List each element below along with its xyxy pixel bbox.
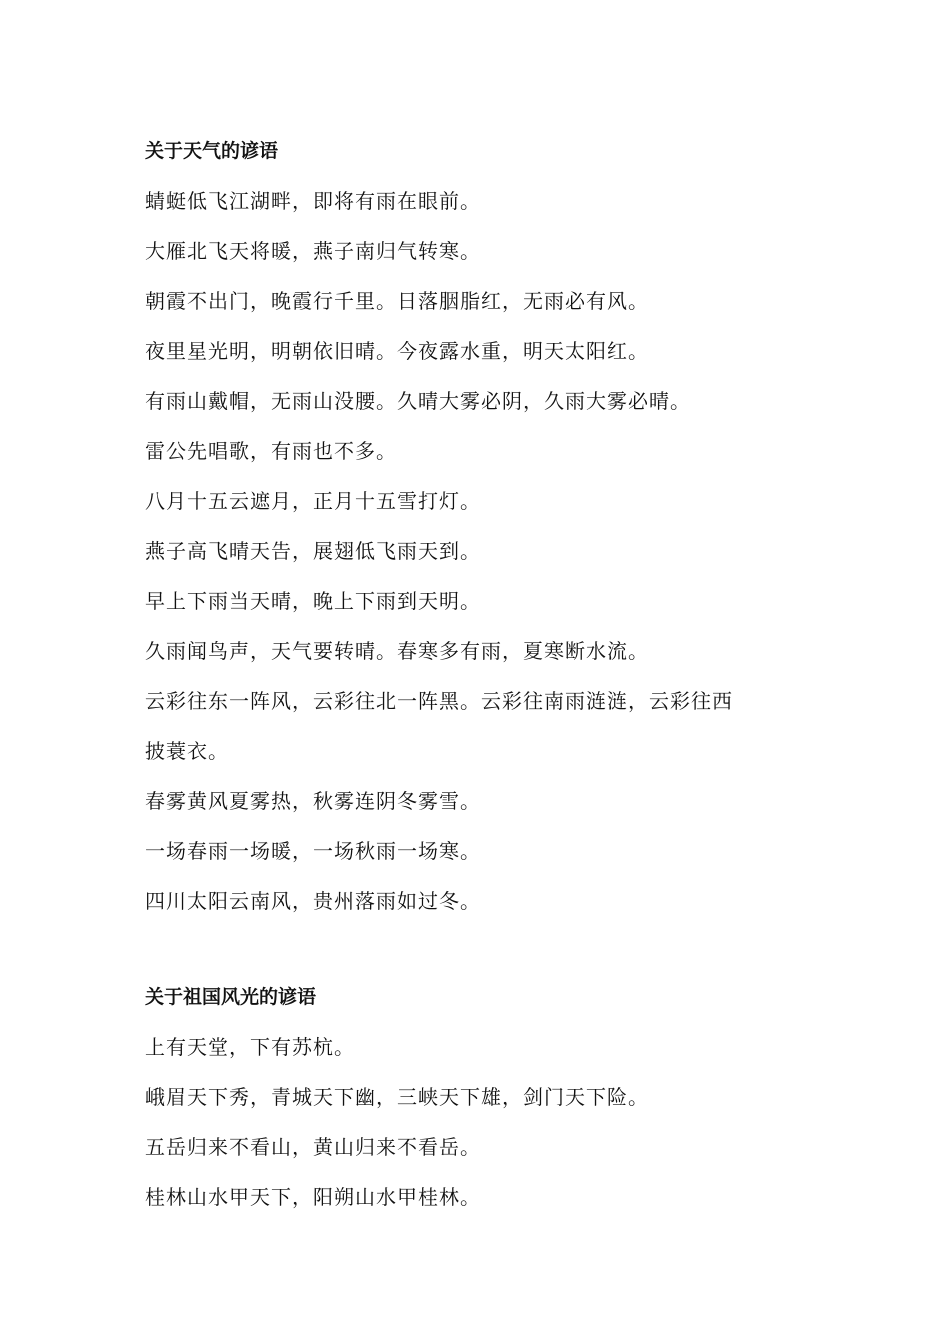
proverb-line: 蜻蜓低飞江湖畔，即将有雨在眼前。 xyxy=(145,189,481,213)
proverb-line: 春雾黄风夏雾热，秋雾连阴冬雾雪。 xyxy=(145,789,481,813)
proverb-line: 披蓑衣。 xyxy=(145,739,229,763)
section-heading: 关于天气的谚语 xyxy=(145,140,279,162)
proverb-line: 有雨山戴帽，无雨山没腰。久晴大雾必阴，久雨大雾必晴。 xyxy=(145,389,691,413)
proverb-line: 夜里星光明，明朝依旧晴。今夜露水重，明天太阳红。 xyxy=(145,339,649,363)
proverb-line: 朝霞不出门，晚霞行千里。日落胭脂红，无雨必有风。 xyxy=(145,289,649,313)
proverb-line: 久雨闻鸟声，天气要转晴。春寒多有雨，夏寒断水流。 xyxy=(145,639,649,663)
proverb-line: 雷公先唱歌，有雨也不多。 xyxy=(145,439,397,463)
proverb-line: 燕子高飞晴天告，展翅低飞雨天到。 xyxy=(145,539,481,563)
weather-proverbs-section xyxy=(145,126,825,926)
proverb-line: 五岳归来不看山，黄山归来不看岳。 xyxy=(145,1135,481,1159)
proverb-line: 早上下雨当天晴，晚上下雨到天明。 xyxy=(145,589,481,613)
proverb-line: 四川太阳云南风，贵州落雨如过冬。 xyxy=(145,889,481,913)
proverb-line: 峨眉天下秀，青城天下幽，三峡天下雄，剑门天下险。 xyxy=(145,1085,649,1109)
scenery-proverbs-section xyxy=(145,972,825,1222)
proverb-line: 大雁北飞天将暖，燕子南归气转寒。 xyxy=(145,239,481,263)
proverb-line: 八月十五云遮月，正月十五雪打灯。 xyxy=(145,489,481,513)
proverb-line: 上有天堂，下有苏杭。 xyxy=(145,1035,355,1059)
section-heading: 关于祖国风光的谚语 xyxy=(145,986,317,1008)
proverb-line: 桂林山水甲天下，阳朔山水甲桂林。 xyxy=(145,1185,481,1209)
proverb-line: 一场春雨一场暖，一场秋雨一场寒。 xyxy=(145,839,481,863)
proverb-line: 云彩往东一阵风，云彩往北一阵黑。云彩往南雨涟涟，云彩往西 xyxy=(145,689,733,713)
